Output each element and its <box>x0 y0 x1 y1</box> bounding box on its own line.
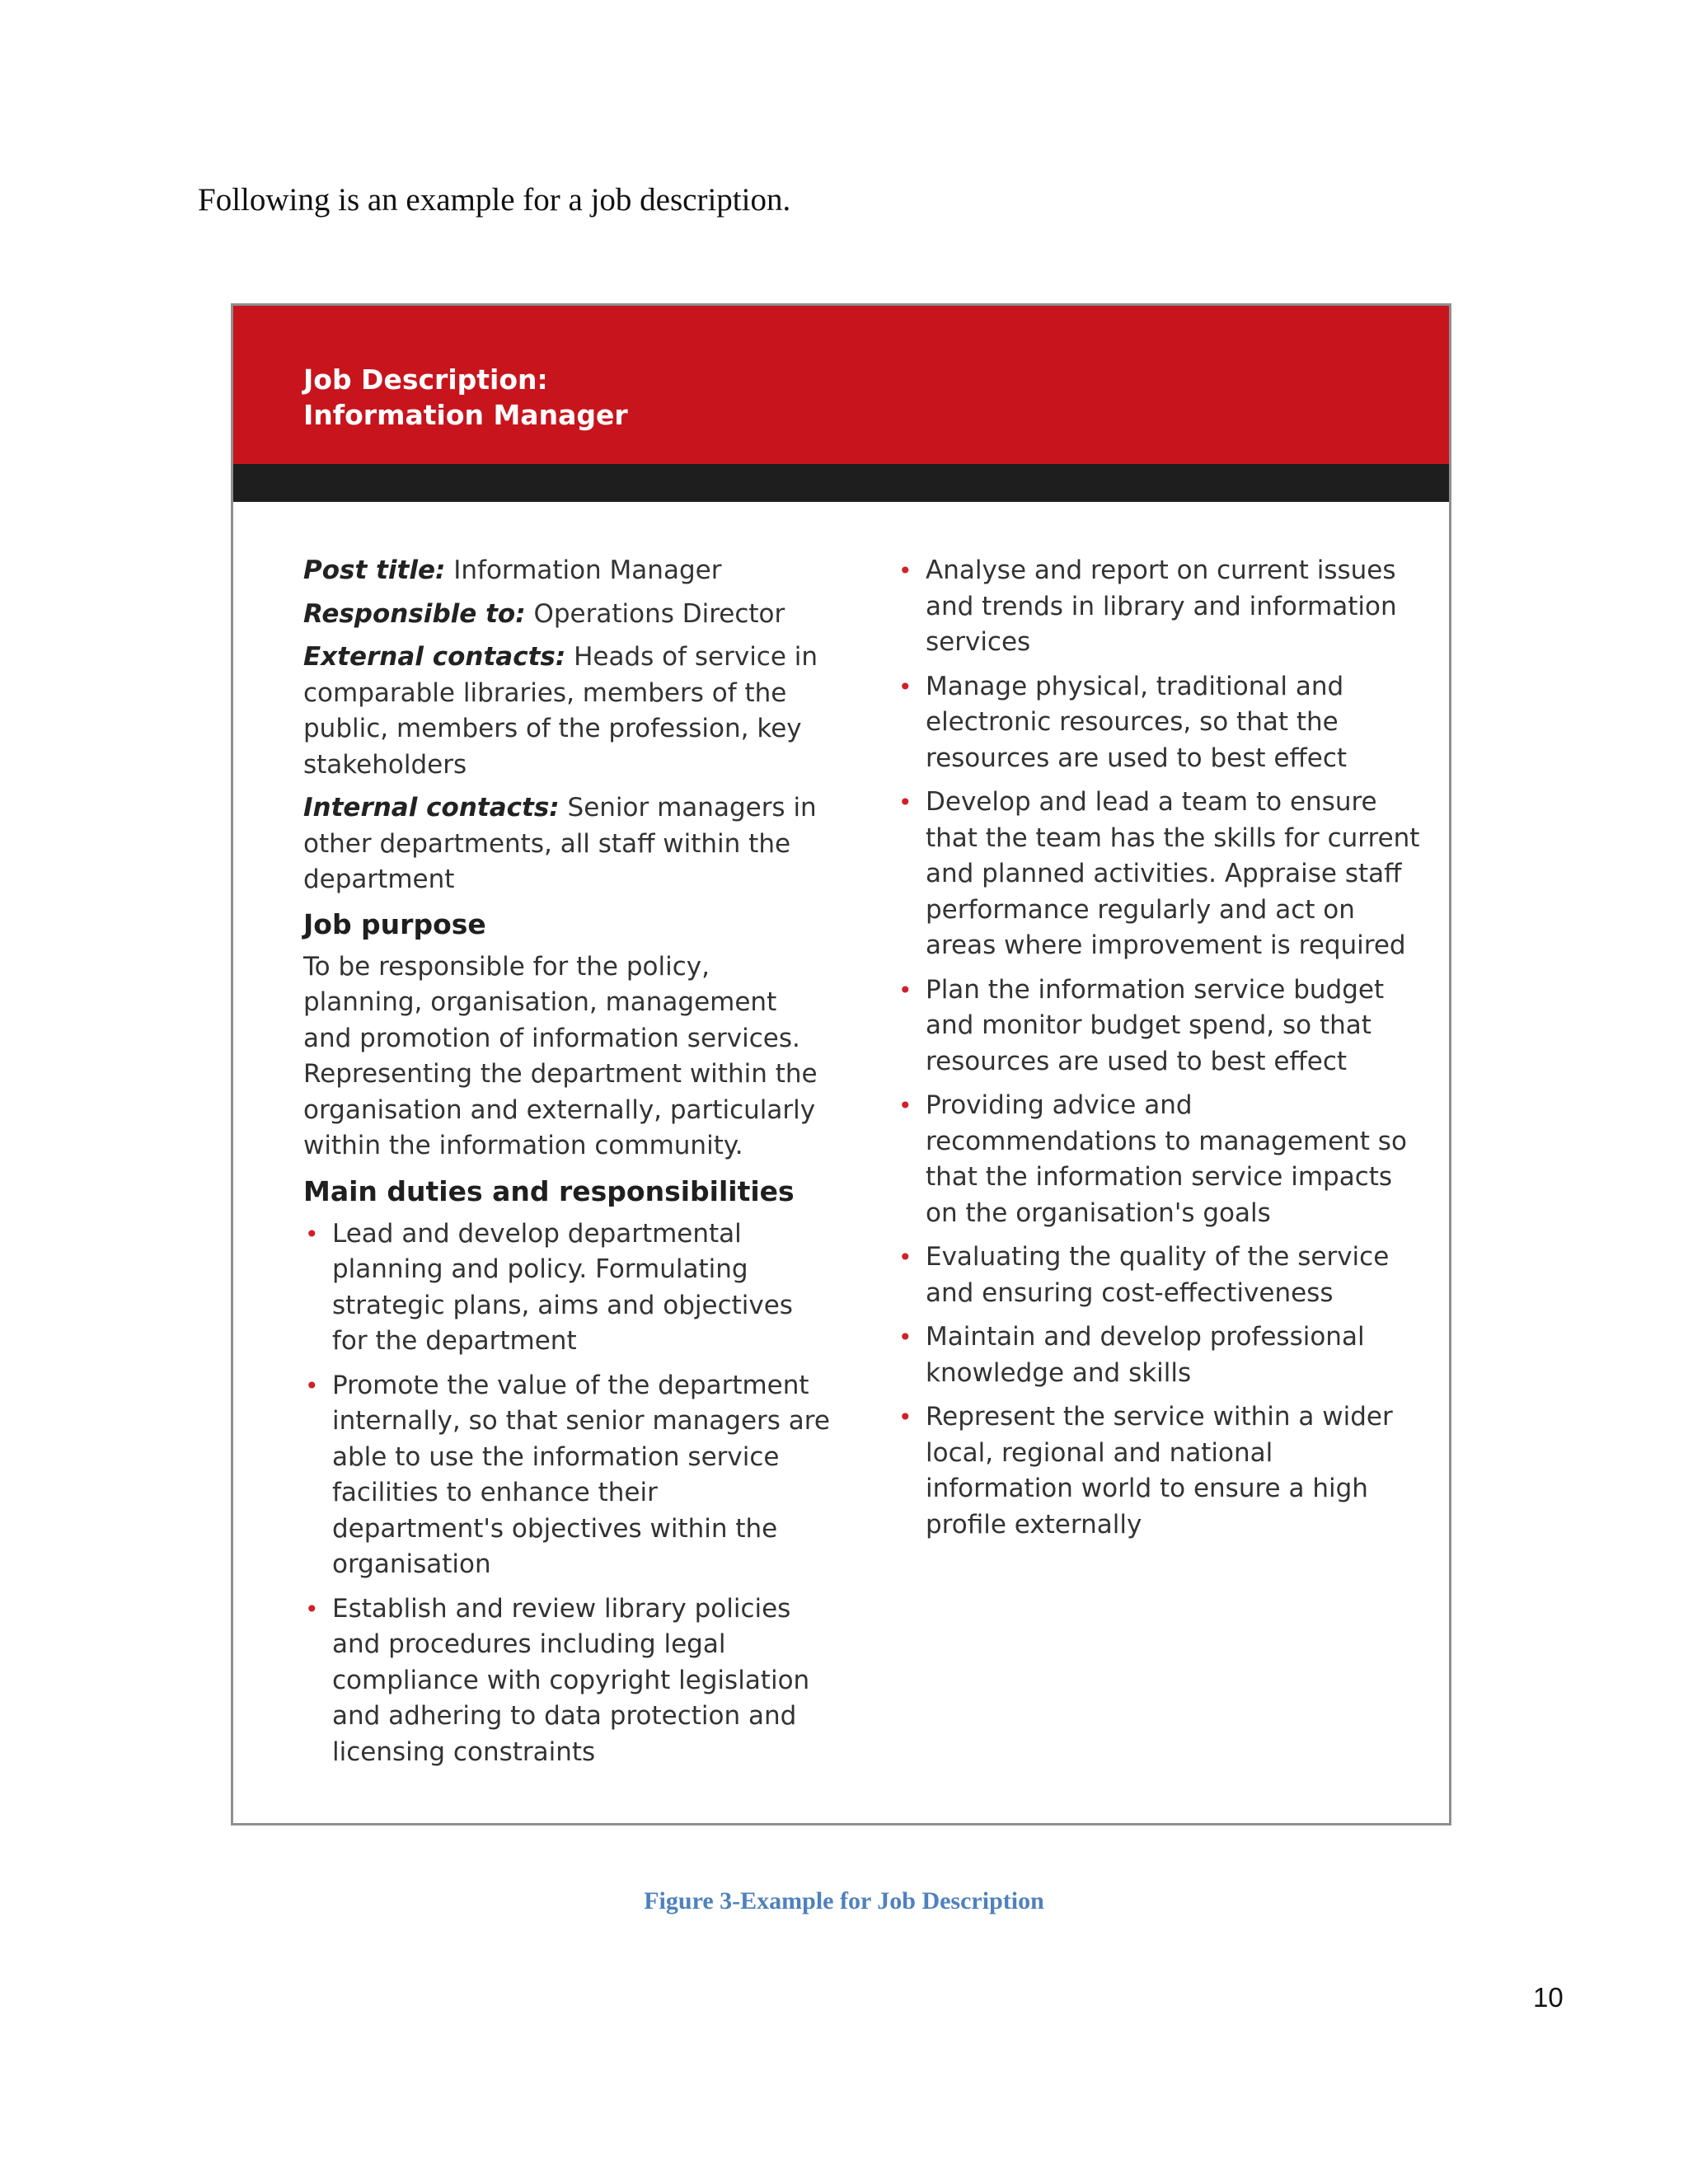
figure-title-line2: Information Manager <box>303 399 628 431</box>
duty-text: Establish and review library policies and procedures including legal compliance with copyright legislation and adhering to data protection and licensing constraints <box>332 1593 810 1767</box>
duty-item <box>897 553 1424 661</box>
job-purpose-heading: Job purpose <box>303 907 486 940</box>
job-purpose-text: To be responsible for the policy, planning, organisation, management and promotion of information services. Representing the department within the organisation and externally, particularly within the information community. <box>303 951 818 1160</box>
job-description-figure <box>231 303 1451 1825</box>
field-label: Responsible to: <box>303 598 526 629</box>
intro-text: Following is an example for a job description. <box>198 182 791 218</box>
bullet-icon: • <box>898 557 912 584</box>
left-column <box>303 553 831 1779</box>
field-value: Information Manager <box>445 555 722 585</box>
figure-title-line1: Job Description: <box>303 363 548 396</box>
bullet-icon: • <box>898 789 912 816</box>
bullet-icon: • <box>898 976 912 1004</box>
duties-list-left <box>303 1216 831 1771</box>
field-label: Internal contacts: <box>303 793 560 823</box>
bullet-icon: • <box>305 1371 319 1399</box>
duty-item <box>303 1368 831 1583</box>
field-responsible-to <box>303 597 831 633</box>
field-label: Post title: <box>303 555 446 585</box>
duty-text: Maintain and develop professional knowledge and skills <box>926 1322 1365 1388</box>
duty-text: Providing advice and recommendations to management so that the information service impacts on the organisation's goals <box>926 1090 1407 1228</box>
bullet-icon: • <box>898 1244 912 1271</box>
duty-text: Represent the service within a wider local, regional and national information world to ensure a high profile externally <box>926 1402 1393 1540</box>
field-value: Operations Director <box>525 598 785 629</box>
duty-text: Manage physical, traditional and electronic resources, so that the resources are used to best effect <box>926 671 1348 773</box>
duty-item <box>303 1591 831 1771</box>
duty-item <box>897 1399 1424 1543</box>
duty-text: Promote the value of the department internally, so that senior managers are able to use the information service facilities to enhance their department's objectives within the organisation <box>332 1370 830 1579</box>
field-value: Heads of service in comparable libraries, members of the public, members of the profession, key stakeholders <box>303 642 818 780</box>
duty-item <box>303 1216 831 1360</box>
bullet-icon: • <box>898 1324 912 1351</box>
field-external-contacts <box>303 640 831 783</box>
duty-item <box>897 972 1424 1080</box>
bullet-icon: • <box>898 673 912 701</box>
duty-text: Plan the information service budget and monitor budget spend, so that resources are used to best effect <box>926 974 1385 1076</box>
duty-text: Lead and develop departmental planning and policy. Formulating strategic plans, aims and objectives for the department <box>332 1218 793 1356</box>
duty-item <box>897 785 1424 964</box>
right-column <box>897 553 1424 1551</box>
bullet-icon: • <box>305 1220 319 1248</box>
duty-item <box>897 1319 1424 1391</box>
duty-item <box>897 1240 1424 1311</box>
field-internal-contacts <box>303 790 831 898</box>
field-post-title <box>303 553 831 589</box>
duty-item <box>897 1088 1424 1231</box>
field-label: External contacts: <box>303 642 566 672</box>
bullet-icon: • <box>305 1595 319 1623</box>
duty-text: Evaluating the quality of the service and ensuring cost-effectiveness <box>926 1242 1390 1308</box>
bullet-icon: • <box>898 1404 912 1431</box>
duty-text: Analyse and report on current issues and trends in library and information services <box>926 555 1397 657</box>
header-dark-band <box>233 464 1449 502</box>
figure-caption: Figure 3-Example for Job Description <box>644 1887 1044 1915</box>
page-number: 10 <box>1533 1982 1564 2013</box>
figure-title <box>303 362 628 433</box>
bullet-icon: • <box>898 1092 912 1119</box>
duties-heading: Main duties and responsibilities <box>303 1174 795 1207</box>
field-value: Senior managers in other departments, all staff within the department <box>303 793 817 894</box>
duty-item <box>897 669 1424 777</box>
duties-list-right <box>897 553 1424 1543</box>
duty-text: Develop and lead a team to ensure that the team has the skills for current and planned activities. Appraise staff performance regularly and act on areas where improvement is required <box>926 787 1420 960</box>
